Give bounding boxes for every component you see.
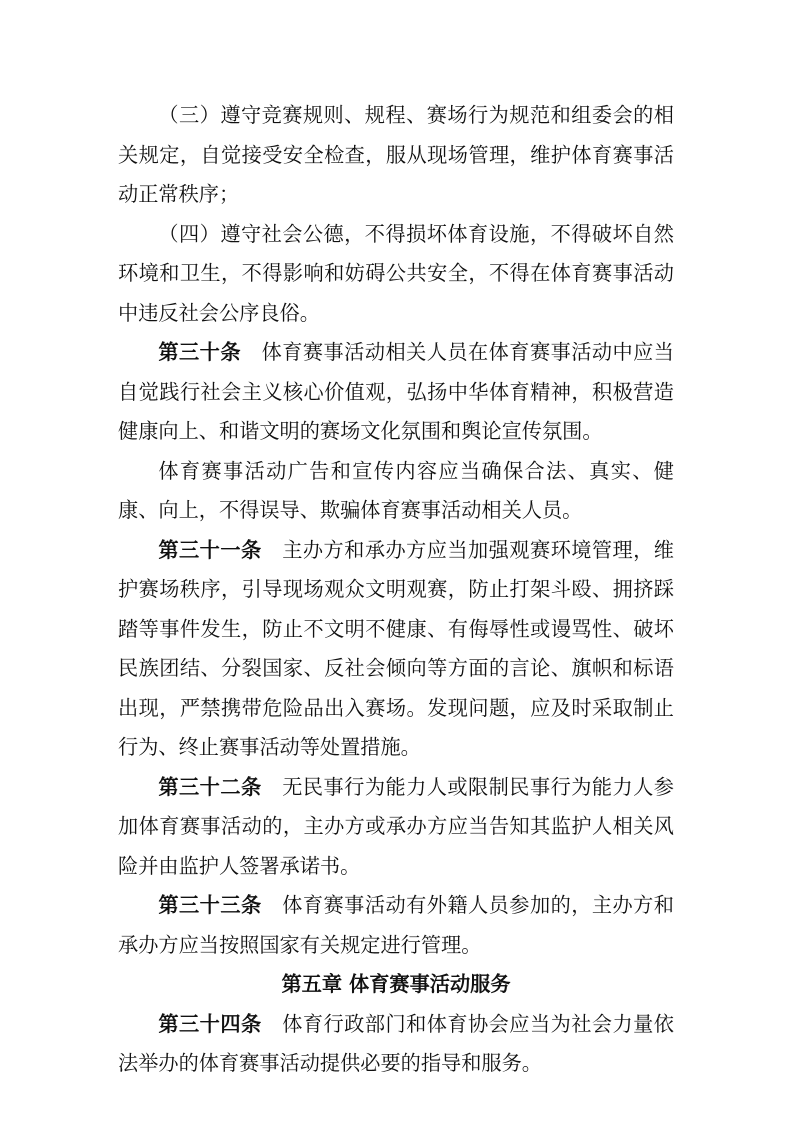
article-number: 第三十一条 [158, 537, 262, 562]
article-number: 第三十条 [158, 340, 241, 364]
paragraph-item-3 [118, 96, 674, 215]
paragraph-text: 体育行政部门和体育协会应当为社会力量依法举办的体育赛事活动提供必要的指导和服务。 [118, 1011, 674, 1075]
paragraph-text: 体育赛事活动有外籍人员参加的，主办方和承办方应当按照国家有关规定进行管理。 [118, 893, 674, 957]
paragraph-text: （四）遵守社会公德，不得损坏体育设施，不得破坏自然环境和卫生，不得影响和妨碍公共安全，不得在体育赛事活动中违反社会公序良俗。 [118, 221, 674, 325]
paragraph-text: （三）遵守竞赛规则、规程、赛场行为规范和组委会的相关规定，自觉接受安全检查，服从现场管理，维护体育赛事活动正常秩序； [118, 103, 674, 206]
article-31 [118, 531, 674, 768]
chapter-heading: 第五章 体育赛事活动服务 [281, 972, 511, 996]
document-page [118, 96, 674, 1084]
article-number: 第三十三条 [158, 893, 262, 917]
paragraph-text: 体育赛事活动相关人员在体育赛事活动中应当自觉践行社会主义核心价值观，弘扬中华体育精神，积极营造健康向上、和谐文明的赛场文化氛围和舆论宣传氛围。 [118, 340, 674, 443]
article-number: 第三十二条 [158, 774, 262, 799]
paragraph-text: 无民事行为能力人或限制民事行为能力人参加体育赛事活动的，主办方或承办方应当告知其监护人相关风险并由监护人签署承诺书。 [118, 774, 674, 878]
article-30 [118, 333, 674, 452]
article-33 [118, 886, 674, 965]
article-30-para-2 [118, 452, 674, 531]
article-number: 第三十四条 [158, 1011, 262, 1036]
paragraph-text: 体育赛事活动广告和宣传内容应当确保合法、真实、健康、向上，不得误导、欺骗体育赛事活动相关人员。 [118, 458, 674, 522]
paragraph-text: 主办方和承办方应当加强观赛环境管理，维护赛场秩序，引导现场观众文明观赛，防止打架斗殴、拥挤踩踏等事件发生，防止不文明不健康、有侮辱性或谩骂性、破坏民族团结、分裂国家、反社会倾向等方面的言论、旗帜和标语出现，严禁携带危险品出入赛场。发现问题，应及时采取制止行为、终止赛事活动等处置措施。 [118, 537, 674, 759]
article-34 [118, 1005, 674, 1084]
paragraph-item-4 [118, 215, 674, 334]
article-32 [118, 768, 674, 887]
